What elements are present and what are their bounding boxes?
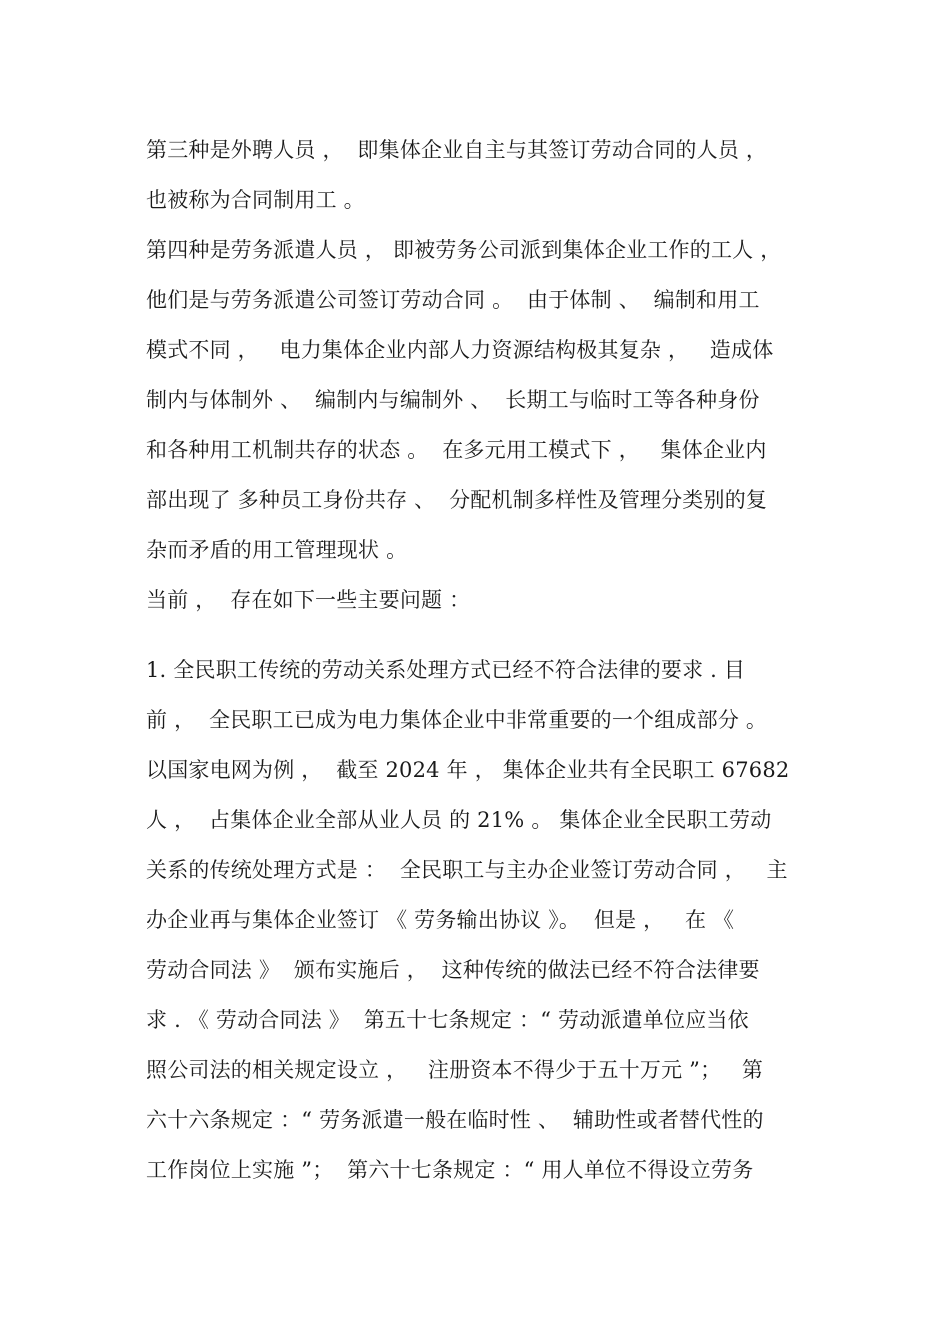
- text-line: 求 . 《 劳动合同法 》 第五十七条规定 ：“ 劳动派遣单位应当依: [146, 1008, 749, 1032]
- text-line: 制内与体制外 、 编制内与编制外 、 长期工与临时工等各种身份: [146, 388, 760, 412]
- text-line: 六十六条规定 ：“ 劳务派遣一般在临时性 、 辅助性或者替代性的: [146, 1108, 764, 1132]
- text-line: 当前 ， 存在如下一些主要问题 ：: [146, 588, 471, 612]
- text-line: 第三种是外聘人员 ， 即集体企业自主与其签订劳动合同的人员 ，: [146, 138, 768, 162]
- text-line: 前 ， 全民职工已成为电力集体企业中非常重要的一个组成部分 。: [146, 708, 768, 732]
- text-line: 部出现了 多种员工身份共存 、 分配机制多样性及管理分类别的复: [146, 488, 768, 512]
- text-line: 1. 全民职工传统的劳动关系处理方式已经不符合法律的要求 . 目: [146, 658, 746, 682]
- text-line: 也被称为合同制用工 。: [146, 188, 365, 212]
- text-line: 办企业再与集体企业签订 《 劳务输出协议 》。 但是 ， 在 《: [146, 908, 735, 932]
- text-line: 工作岗位上实施 ”； 第六十七条规定 ：“ 用人单位不得设立劳务: [146, 1158, 754, 1182]
- text-line: 第四种是劳务派遣人员 ， 即被劳务公司派到集体企业工作的工人 ，: [146, 238, 782, 262]
- text-line: 以国家电网为例 ， 截至 2024 年 ， 集体企业共有全民职工 67682: [146, 758, 790, 782]
- text-line: 他们是与劳务派遣公司签订劳动合同 。 由于体制 、 编制和用工: [146, 288, 760, 312]
- text-line: 模式不同 ， 电力集体企业内部人力资源结构极其复杂 ， 造成体: [146, 338, 774, 362]
- text-line: 人 ， 占集体企业全部从业人员 的 21% 。 集体企业全民职工劳动: [146, 808, 772, 832]
- text-line: 杂而矛盾的用工管理现状 。: [146, 538, 408, 562]
- text-line: 劳动合同法 》 颁布实施后 ， 这种传统的做法已经不符合法律要: [146, 958, 760, 982]
- text-line: 照公司法的相关规定设立 ， 注册资本不得少于五十万元 ”； 第: [146, 1058, 764, 1082]
- text-line: 关系的传统处理方式是 ： 全民职工与主办企业签订劳动合同 ， 主: [146, 858, 788, 882]
- text-line: 和各种用工机制共存的状态 。 在多元用工模式下 ， 集体企业内: [146, 438, 767, 462]
